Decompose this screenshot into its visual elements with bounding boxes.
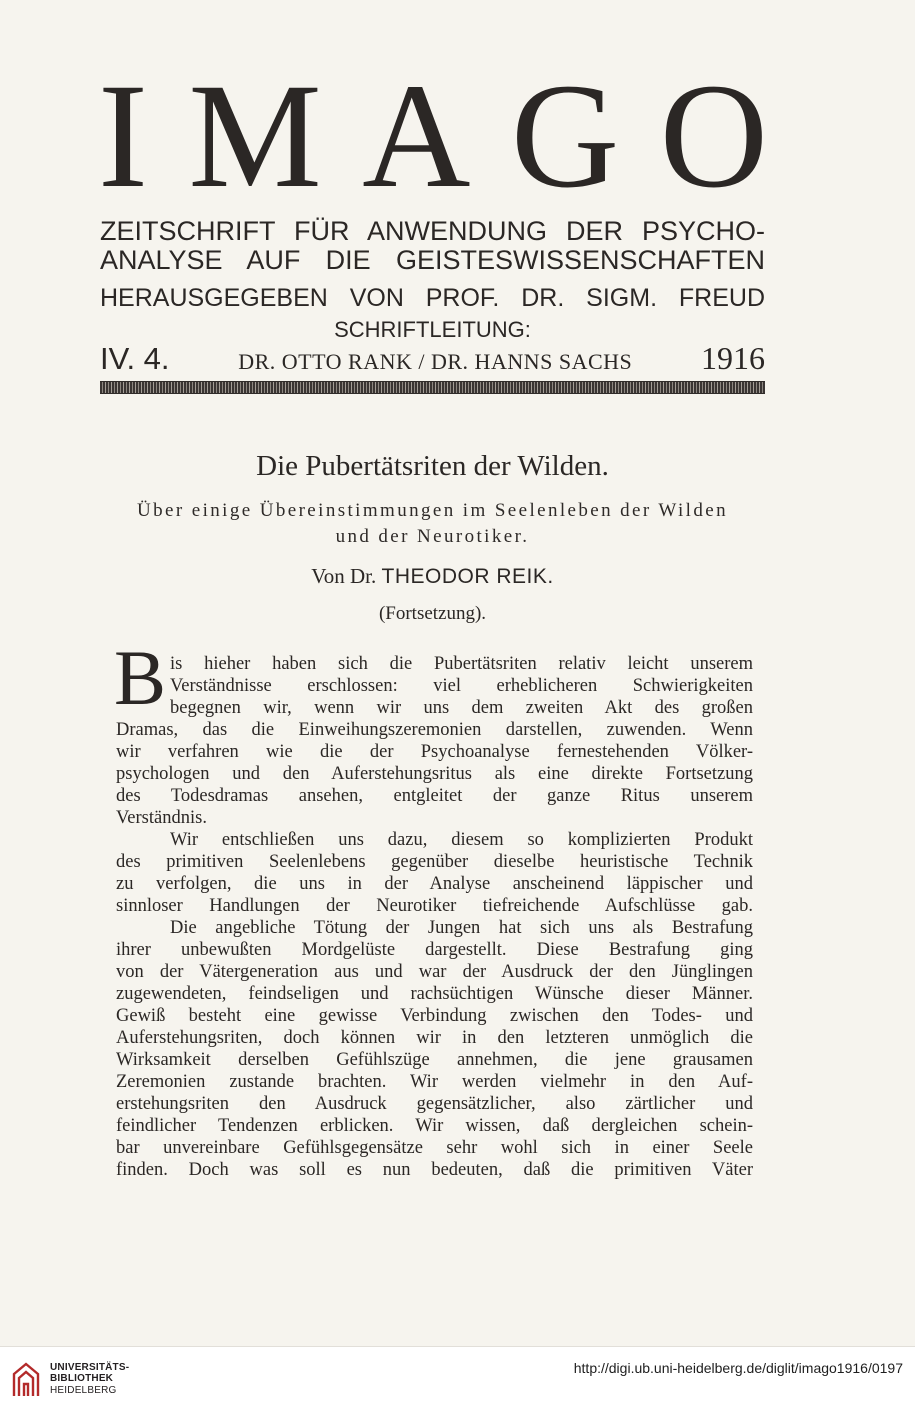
masthead-letter: I [98, 53, 148, 219]
permalink-url[interactable]: http://digi.ub.uni-heidelberg.de/diglit/imago1916/0197 [573, 1360, 903, 1376]
continuation-note: (Fortsetzung). [378, 603, 487, 624]
masthead-letter: M [188, 53, 322, 219]
journal-subtitle-line: ZEITSCHRIFT FÜR ANWENDUNG DER PSYCHO- [100, 216, 765, 246]
masthead-letter: G [510, 53, 620, 219]
article-author [100, 563, 765, 590]
text-line: von der Vätergeneration aus und war der Ausdruck der den Jünglingen [116, 962, 753, 982]
text-line: Verständnis. [116, 808, 207, 828]
article-subtitle-line: und der Neurotiker. [335, 526, 530, 547]
text-line: Die angebliche Tötung der Jungen hat sich uns als Bestrafung [170, 918, 753, 938]
text-line: Wirksamkeit derselben Gefühlszüge annehmen, die jene grausamen [116, 1050, 753, 1070]
volume-number: IV. 4. [100, 341, 170, 376]
journal-masthead [98, 53, 768, 219]
text-line: Auferstehungsriten, doch können wir in den letzteren unmöglich die [116, 1028, 753, 1048]
article-title: Die Pubertätsriten der Wilden. [256, 450, 609, 482]
author-prefix: Von Dr. [311, 564, 377, 588]
journal-subtitle-line: ANALYSE AUF DIE GEISTESWISSENSCHAFTEN [100, 245, 765, 275]
university-library-logo-icon [10, 1360, 42, 1400]
masthead-letter: A [362, 53, 471, 219]
text-line: is hieher haben sich die Pubertätsriten relativ leicht unserem [170, 654, 753, 674]
masthead-letter: O [659, 53, 768, 219]
volume-row [100, 340, 765, 374]
logo-door [24, 1384, 28, 1396]
year: 1916 [700, 340, 765, 376]
footer-bar [0, 1346, 915, 1416]
text-line: erstehungsriten den Ausdruck gegensätzlicher, also zärtlicher und [116, 1094, 753, 1114]
schriftleitung-label: SCHRIFTLEITUNG: [334, 317, 531, 342]
journal-publisher-line: HERAUSGEGEBEN VON PROF. DR. SIGM. FREUD [100, 284, 765, 312]
text-line: Wir entschließen uns dazu, diesem so komplizierten Produkt [170, 830, 753, 850]
ornamental-rule [100, 381, 765, 394]
text-line: begegnen wir, wenn wir uns dem zweiten Akt des großen [170, 698, 753, 718]
logo-line-3: HEIDELBERG [50, 1385, 117, 1396]
editors: DR. OTTO RANK / DR. HANNS SACHS [238, 349, 633, 374]
text-line: zu verfolgen, die uns in der Analyse anscheinend läppischer und [116, 874, 753, 894]
text-line: Gewiß besteht eine gewisse Verbindung zwischen den Todes- und [116, 1006, 753, 1026]
logo-line-1: UNIVERSITÄTS- [50, 1362, 130, 1373]
drop-cap: B [114, 634, 167, 721]
article-subtitle-line: Über einige Übereinstimmungen im Seelenleben der Wilden [137, 500, 728, 521]
author-name: THEODOR REIK. [381, 565, 554, 588]
text-line: des Todesdramas ansehen, entgleitet der ganze Ritus unserem [116, 786, 753, 806]
text-line: bar unvereinbare Gefühlsgegensätze sehr wohl sich in einer Seele [116, 1138, 753, 1158]
text-line: wir verfahren wie die der Psychoanalyse fernestehenden Völker- [116, 742, 753, 762]
text-line: finden. Doch was soll es nun bedeuten, daß die primitiven Väter [116, 1160, 753, 1180]
text-line: feindlicher Tendenzen erblicken. Wir wissen, daß dergleichen schein- [116, 1116, 753, 1136]
text-line: Dramas, das die Einweihungszeremonien darstellen, zuwenden. Wenn [116, 720, 753, 740]
text-line: psychologen und den Auferstehungsritus als eine direkte Fortsetzung [116, 764, 753, 784]
logo-line-2: BIBLIOTHEK [50, 1373, 114, 1384]
logo-outline [14, 1364, 38, 1396]
text-line: zugewendeten, feindseligen und rachsüchtigen Wünsche dieser Männer. [116, 984, 753, 1004]
text-line: des primitiven Seelenlebens gegenüber dieselbe heuristische Technik [116, 852, 753, 872]
text-line: Verständnisse erschlossen: viel erheblicheren Schwierigkeiten [170, 676, 753, 696]
text-line: Zeremonien zustande brachten. Wir werden vielmehr in den Auf- [116, 1072, 753, 1092]
text-line: ihrer unbewußten Mordgelüste dargestellt. Diese Bestrafung ging [116, 940, 753, 960]
text-line: sinnloser Handlungen der Neurotiker tiefreichende Aufschlüsse gab. [116, 896, 753, 916]
